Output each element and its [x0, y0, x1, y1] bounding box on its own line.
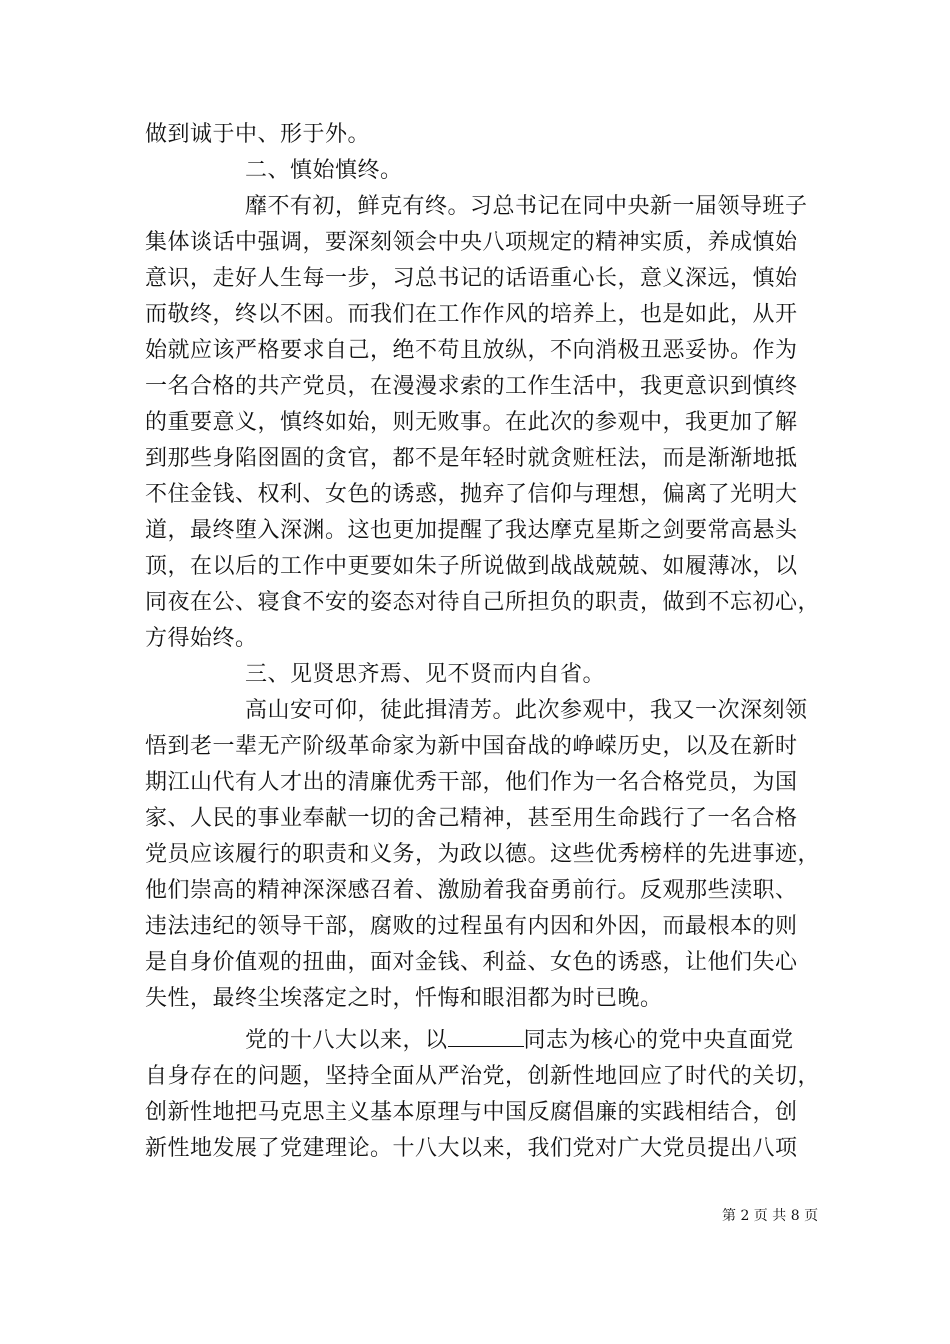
text-line: 集体谈话中强调，要深刻领会中央八项规定的精神实质，养成慎始: [145, 230, 798, 255]
text-line: 他们崇高的精神深深感召着、激励着我奋勇前行。反观那些渎职、: [145, 878, 798, 903]
text-line: 做到诚于中、形于外。: [145, 122, 371, 147]
text-line-with-blank: [245, 1026, 794, 1056]
text-line: 同夜在公、寝食不安的姿态对待自己所担负的职责，做到不忘初心，: [145, 590, 821, 615]
page-number: 第 2 页 共 8 页: [722, 1208, 819, 1224]
text-line: 的重要意义，慎终如始，则无败事。在此次的参观中，我更加了解: [145, 410, 798, 435]
text-line: 始就应该严格要求自己，绝不苟且放纵，不向消极丑恶妥协。作为: [145, 338, 798, 363]
text-line: 新性地发展了党建理论。十八大以来，我们党对广大党员提出八项: [145, 1136, 798, 1161]
text-line: 方得始终。: [145, 626, 258, 651]
text-line: 悟到老一辈无产阶级革命家为新中国奋战的峥嵘历史，以及在新时: [145, 734, 798, 759]
text-line: 创新性地把马克思主义基本原理与中国反腐倡廉的实践相结合，创: [145, 1100, 798, 1125]
text-line: 高山安可仰，徒此揖清芳。此次参观中，我又一次深刻领: [245, 698, 808, 723]
section-heading: 二、慎始慎终。: [245, 158, 403, 183]
text-line: 靡不有初，鲜克有终。习总书记在同中央新一届领导班子: [245, 194, 808, 219]
text-line: 顶，在以后的工作中更要如朱子所说做到战战兢兢、如履薄冰，以: [145, 554, 798, 579]
text-line: 违法违纪的领导干部，腐败的过程虽有内因和外因，而最根本的则: [145, 914, 798, 939]
text-line: 一名合格的共产党员，在漫漫求索的工作生活中，我更意识到慎终: [145, 374, 798, 399]
text-line: 家、人民的事业奉献一切的舍己精神，甚至用生命践行了一名合格: [145, 806, 798, 831]
text-fragment: 同志为核心的党中央直面党: [523, 1028, 794, 1053]
text-line: 是自身价值观的扭曲，面对金钱、利益、女色的诱惑，让他们失心: [145, 950, 798, 975]
text-line: 党员应该履行的职责和义务，为政以德。这些优秀榜样的先进事迹，: [145, 842, 821, 867]
text-line: 意识，走好人生每一步，习总书记的话语重心长，意义深远，慎始: [145, 266, 798, 291]
text-line: 期江山代有人才出的清廉优秀干部，他们作为一名合格党员，为国: [145, 770, 798, 795]
text-line: 不住金钱、权利、女色的诱惑，抛弃了信仰与理想，偏离了光明大: [145, 482, 798, 507]
text-line: 失性，最终尘埃落定之时，忏悔和眼泪都为时已晚。: [145, 986, 663, 1011]
section-heading: 三、见贤思齐焉、见不贤而内自省。: [245, 662, 606, 687]
text-line: 道，最终堕入深渊。这也更加提醒了我达摩克星斯之剑要常高悬头: [145, 518, 798, 543]
text-line: 到那些身陷囹圄的贪官，都不是年轻时就贪赃枉法，而是渐渐地抵: [145, 446, 798, 471]
text-line: 自身存在的问题，坚持全面从严治党，创新性地回应了时代的关切，: [145, 1064, 821, 1089]
fill-in-blank: [448, 1026, 524, 1047]
text-line: 而敬终，终以不困。而我们在工作作风的培养上，也是如此，从开: [145, 302, 798, 327]
text-fragment: 党的十八大以来，以: [245, 1028, 448, 1053]
